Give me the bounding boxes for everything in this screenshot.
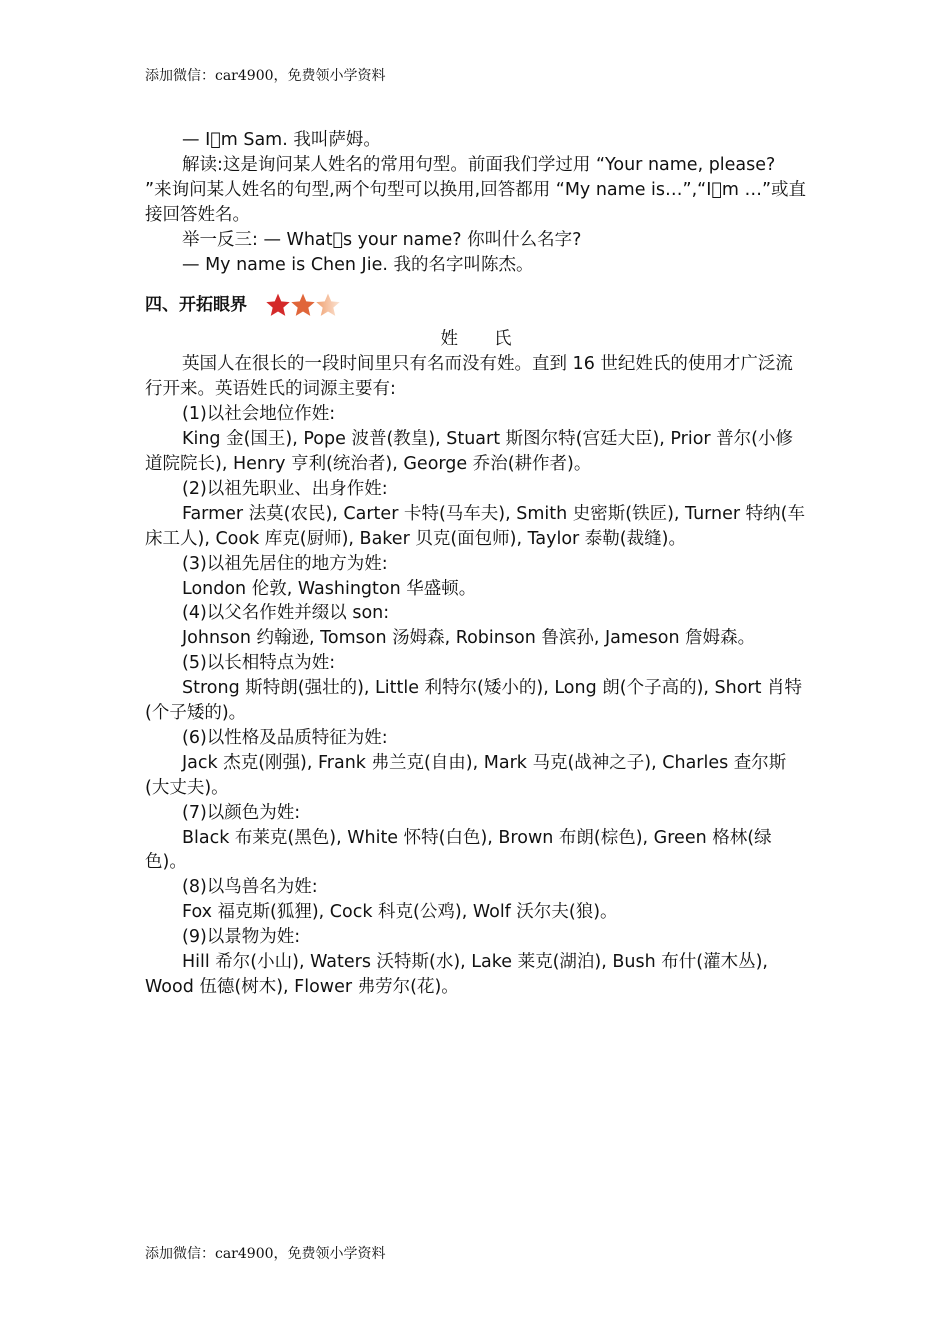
category-examples: Fox 福克斯(狐狸), Cock 科克(公鸡), Wolf 沃尔夫(狼)。 xyxy=(182,902,618,923)
title-char-2: 氏 xyxy=(494,329,512,350)
category-examples: Strong 斯特朗(强壮的), Little 利特尔(矮小的), Long 朗(个子高的), Short 肖特(个子矮的)。 xyxy=(145,678,803,724)
category-examples: London 伦敦, Washington 华盛顿。 xyxy=(182,578,477,599)
example-answer: — My name is Chen Jie. 我的名字叫陈杰。 xyxy=(182,254,534,275)
page-footer: 添加微信：car4900，免费领小学资料 xyxy=(145,1246,386,1262)
star-icon-faded xyxy=(315,292,341,318)
star-rating xyxy=(265,292,340,318)
section-heading-label: 四、开拓眼界 xyxy=(145,294,247,315)
surname-categories xyxy=(145,402,807,1000)
category-examples: Hill 希尔(小山), Waters 沃特斯(水), Lake 莱克(湖泊), Bush 布什(灌木丛), Wood 伍德(树木), Flower 弗劳尔(花)。 xyxy=(145,952,768,997)
title-char-1: 姓 xyxy=(440,329,458,350)
category-examples: Jack 杰克(刚强), Frank 弗兰克(自由), Mark 马克(战神之子), Charles 查尔斯(大丈夫)。 xyxy=(145,752,787,798)
category-examples: King 金(国王), Pope 波普(教皇), Stuart 斯图尔特(宫廷大臣), Prior 普尔(小修道院院长), Henry 亨利(统治者), George 乔治(耕作者)。 xyxy=(145,429,794,474)
category-examples: Black 布莱克(黑色), White 怀特(白色), Brown 布朗(棕色), Green 格林(绿色)。 xyxy=(145,827,772,873)
section-heading xyxy=(145,291,807,319)
category-heading: (4)以父名作姓并缀以 son: xyxy=(182,603,390,624)
document-body xyxy=(145,128,807,1000)
category-heading: (3)以祖先居住的地方为姓: xyxy=(182,553,388,574)
category-heading: (1)以社会地位作姓: xyxy=(182,404,336,425)
example-question: 举一反三: — What s your name? 你叫什么名字? xyxy=(182,229,582,250)
article-title xyxy=(145,327,807,352)
explanation-paragraph: 解读:这是询问某人姓名的常用句型。前面我们学过用 “Your name, please? ”来询问某人姓名的句型,两个句型可以换用,回答都用 “My name is…”,“I m …”或直接回答姓名。 xyxy=(145,154,807,225)
answer-line: — I m Sam. 我叫萨姆。 xyxy=(182,130,381,150)
star-icon-filled-2 xyxy=(290,292,316,318)
page-header: 添加微信：car4900，免费领小学资料 xyxy=(145,68,386,84)
category-heading: (7)以颜色为姓: xyxy=(182,802,301,823)
category-heading: (8)以鸟兽名为姓: xyxy=(182,877,318,898)
intro-paragraph: 英国人在很长的一段时间里只有名而没有姓。直到 16 世纪姓氏的使用才广泛流行开来。英语姓氏的词源主要有: xyxy=(145,354,793,400)
category-heading: (6)以性格及品质特征为姓: xyxy=(182,727,388,748)
category-heading: (9)以景物为姓: xyxy=(182,927,301,948)
category-heading: (5)以长相特点为姓: xyxy=(182,653,336,674)
category-examples: Johnson 约翰逊, Tomson 汤姆森, Robinson 鲁滨孙, Jameson 詹姆森。 xyxy=(182,628,756,649)
category-examples: Farmer 法莫(农民), Carter 卡特(马车夫), Smith 史密斯(铁匠), Turner 特纳(车床工人), Cook 库克(厨师), Baker 贝克(面包师), Taylor 泰勒(裁缝)。 xyxy=(145,503,805,549)
category-heading: (2)以祖先职业、出身作姓: xyxy=(182,478,388,499)
star-icon-filled-1 xyxy=(265,292,291,318)
